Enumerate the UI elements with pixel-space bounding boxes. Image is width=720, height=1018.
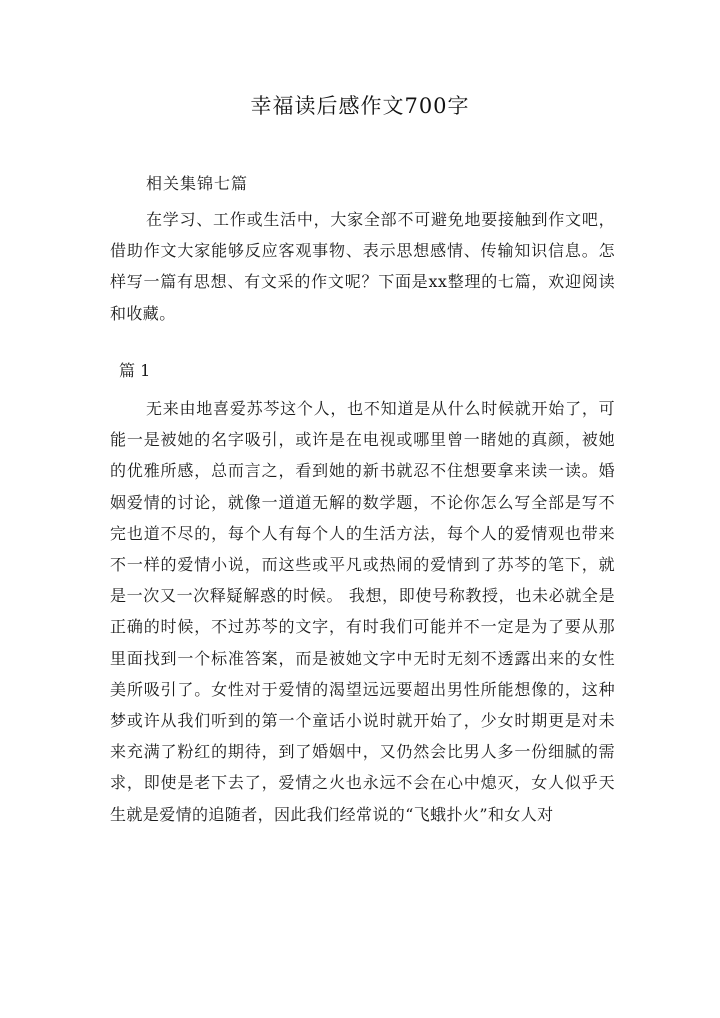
document-subtitle: 相关集锦七篇 (146, 174, 249, 193)
body-paragraph: 无来由地喜爱苏芩这个人，也不知道是从什么时候就开始了，可能一是被她的名字吸引，或许是在电视或哪里曾一睹她的真颜，被她的优雅所感，总而言之，看到她的新书就忍不住想要拿来读一读。婚姻爱情的讨论，就像一道道无解的数学题，不论你怎么写全部是写不完也道不尽的，每个人有每个人的生活方法，每个人的爱情观也带来不一样的爱情小说，而这些或平凡或热闹的爱情到了苏芩的笔下，就是一次又一次释疑解惑的时候。 我想，即使号称教授，也未必就全是正确的时候，不过苏芩的文字，有时我们可能并不一定是为了要从那里面找到一个标准答案，而是被她文字中无时无刻不透露出来的女性美所吸引了。女性对于爱情的渴望远远要超出男性所能想像的，这种梦或许从我们听到的第一个童话小说时就开始了，少女时期更是对未来充满了粉红的期待，到了婚姻中，又仍然会比男人多一份细腻的需求，即使是老下去了，爱情之火也永远不会在心中熄灭，女人似乎天生就是爱情的追随者，因此我们经常说的“飞蛾扑火”和女人对 (110, 399, 615, 824)
document-title: 幸福读后感作文700字 (250, 94, 470, 118)
section-heading: 篇 1 (119, 361, 151, 380)
intro-paragraph: 在学习、工作或生活中，大家全部不可避免地要接触到作文吧，借助作文大家能够反应客观事物、表示思想感情、传输知识信息。怎样写一篇有思想、有文采的作文呢？下面是xx整理的七篇，欢迎阅读和收藏。 (110, 210, 615, 323)
